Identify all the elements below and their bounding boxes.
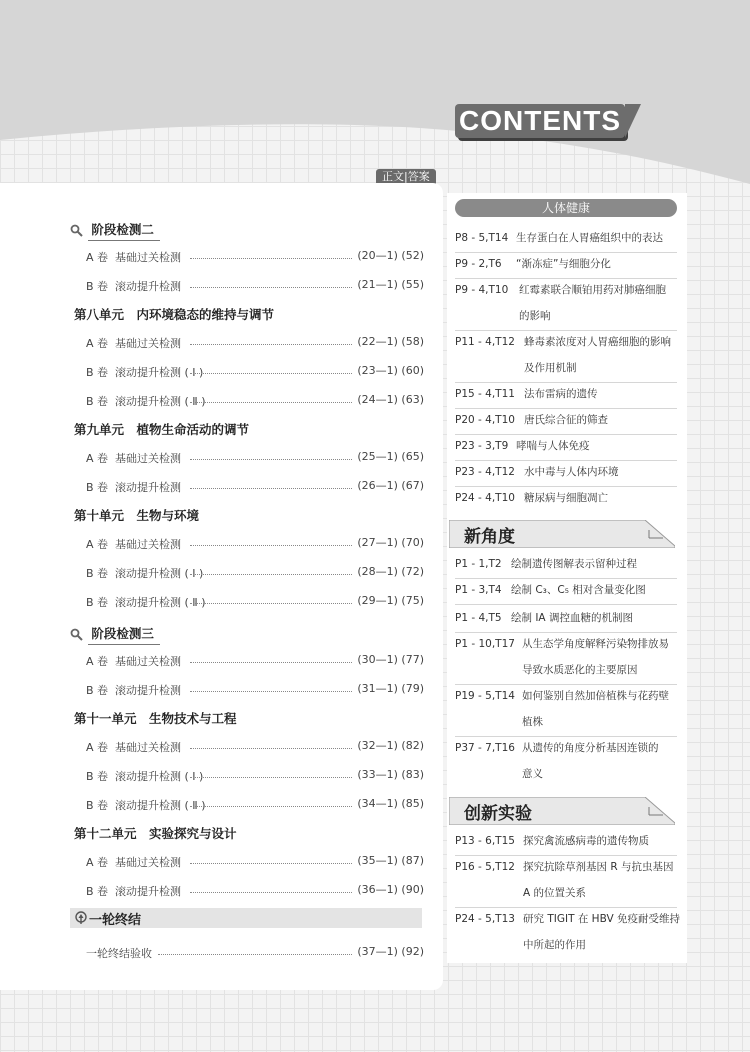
topic-code: P1 - 4,T5 xyxy=(455,612,502,624)
volume-label: A 卷 xyxy=(86,655,109,668)
section-tab-label: 正文|答案 xyxy=(376,169,436,184)
topic-code: P37 - 7,T16 xyxy=(455,742,515,754)
volume-label: B 卷 xyxy=(86,481,109,494)
test-name: 滚动提升检测 ( Ⅱ ) xyxy=(115,799,206,812)
topic-desc: “渐冻症”与细胞分化 xyxy=(516,258,611,270)
topic-desc-continued: 植株 xyxy=(522,716,543,728)
topic-desc-continued: 的影响 xyxy=(519,310,551,322)
test-name: 基础过关检测 xyxy=(115,655,181,668)
volume-label: B 卷 xyxy=(86,395,109,408)
final-section-title: 一轮终结 xyxy=(89,913,142,928)
test-name: 基础过关检测 xyxy=(115,741,181,754)
test-name: 基础过关检测 xyxy=(115,251,181,264)
toc-row[interactable] xyxy=(86,653,424,669)
new-angle-banner xyxy=(449,520,675,548)
page-ref: (34—1) (85) xyxy=(357,797,424,810)
topic-desc: 从遗传的角度分析基因连锁的 xyxy=(522,742,659,754)
toc-row[interactable] xyxy=(86,768,424,784)
page-ref: (33—1) (83) xyxy=(357,768,424,781)
health-header: 人体健康 xyxy=(455,199,677,217)
magnifier-icon xyxy=(70,224,84,238)
toc-row[interactable] xyxy=(86,479,424,495)
topic-code: P1 - 10,T17 xyxy=(455,638,515,650)
test-name: 一轮终结验收 xyxy=(86,947,152,960)
page-ref: (20—1) (52) xyxy=(357,249,424,262)
innovation-title: 创新实验 xyxy=(464,804,532,824)
test-name: 滚动提升检测 ( Ⅱ ) xyxy=(115,395,206,408)
unit-heading: 第十一单元 生物技术与工程 xyxy=(74,711,237,726)
topic-desc-continued: 中所起的作用 xyxy=(523,939,586,951)
test-name: 基础过关检测 xyxy=(115,856,181,869)
topic-code: P15 - 4,T11 xyxy=(455,388,515,400)
topic-desc-continued: A 的位置关系 xyxy=(523,887,587,899)
test-name: 滚动提升检测 xyxy=(115,684,181,697)
toc-row[interactable] xyxy=(86,364,424,380)
toc-row[interactable] xyxy=(86,450,424,466)
topic-code: P9 - 2,T6 xyxy=(455,258,502,270)
volume-label: B 卷 xyxy=(86,885,109,898)
page-ref: (21—1) (55) xyxy=(357,278,424,291)
volume-label: B 卷 xyxy=(86,280,109,293)
test-name: 滚动提升检测 ( Ⅰ ) xyxy=(115,366,204,379)
magnifier-icon xyxy=(70,628,84,642)
topic-code: P16 - 5,T12 xyxy=(455,861,515,873)
test-name: 滚动提升检测 ( Ⅱ ) xyxy=(115,596,206,609)
topic-desc: 糖尿病与细胞凋亡 xyxy=(524,492,608,504)
page-ref: (27—1) (70) xyxy=(357,536,424,549)
header-band xyxy=(0,0,750,200)
test-name: 基础过关检测 xyxy=(115,337,181,350)
page-ref: (28—1) (72) xyxy=(357,565,424,578)
toc-row[interactable] xyxy=(86,249,424,265)
page-ref: (37—1) (92) xyxy=(357,945,424,958)
new-angle-title: 新角度 xyxy=(464,527,515,547)
volume-label: A 卷 xyxy=(86,856,109,869)
topic-desc: 水中毒与人体内环境 xyxy=(524,466,619,478)
topic-desc: 绘制遗传图解表示留种过程 xyxy=(511,558,637,570)
topic-desc: 唐氏综合征的筛查 xyxy=(524,414,608,426)
toc-row[interactable] xyxy=(86,278,424,294)
volume-label: A 卷 xyxy=(86,337,109,350)
page-ref: (24—1) (63) xyxy=(357,393,424,406)
toc-row[interactable] xyxy=(86,536,424,552)
topic-desc: 探究抗除草剂基因 R 与抗虫基因 xyxy=(523,861,674,873)
volume-label: B 卷 xyxy=(86,799,109,812)
page-ref: (31—1) (79) xyxy=(357,682,424,695)
topic-code: P11 - 4,T12 xyxy=(455,336,515,348)
volume-label: A 卷 xyxy=(86,251,109,264)
volume-label: B 卷 xyxy=(86,567,109,580)
volume-label: B 卷 xyxy=(86,596,109,609)
page-ref: (30—1) (77) xyxy=(357,653,424,666)
topic-desc-continued: 意义 xyxy=(522,768,543,780)
test-name: 基础过关检测 xyxy=(115,452,181,465)
toc-row[interactable] xyxy=(86,594,424,610)
tree-icon xyxy=(75,911,87,925)
volume-label: B 卷 xyxy=(86,684,109,697)
topic-code: P1 - 3,T4 xyxy=(455,584,502,596)
stage-title: 阶段检测三 xyxy=(91,626,154,641)
topic-desc: 绘制 IA 调控血糖的机制图 xyxy=(511,612,633,624)
topic-desc: 绘制 C₃、C₅ 相对含量变化图 xyxy=(511,584,646,596)
page-ref: (35—1) (87) xyxy=(357,854,424,867)
topic-code: P20 - 4,T10 xyxy=(455,414,515,426)
topic-desc: 法布雷病的遗传 xyxy=(524,388,598,400)
topic-desc: 蜂毒素浓度对人胃癌细胞的影响 xyxy=(524,336,671,348)
toc-row[interactable] xyxy=(86,565,424,581)
innovation-banner xyxy=(449,797,675,825)
volume-label: A 卷 xyxy=(86,452,109,465)
page-ref: (23—1) (60) xyxy=(357,364,424,377)
stage-title: 阶段检测二 xyxy=(91,222,154,237)
toc-row[interactable] xyxy=(86,854,424,870)
topic-desc: 哮喘与人体免疫 xyxy=(516,440,590,452)
topic-code: P13 - 6,T15 xyxy=(455,835,515,847)
contents-title: CONTENTS xyxy=(455,104,625,138)
unit-heading: 第八单元 内环境稳态的维持与调节 xyxy=(74,307,275,322)
topic-code: P24 - 5,T13 xyxy=(455,913,515,925)
topic-desc: 红霉素联合顺铂用药对肺癌细胞 xyxy=(519,284,666,296)
topic-code: P23 - 4,T12 xyxy=(455,466,515,478)
topic-desc: 生存蛋白在人胃癌组织中的表达 xyxy=(516,232,663,244)
unit-heading: 第九单元 植物生命活动的调节 xyxy=(74,422,250,437)
topic-code: P24 - 4,T10 xyxy=(455,492,515,504)
topic-desc: 研究 TIGIT 在 HBV 免疫耐受维持 xyxy=(523,913,680,925)
test-name: 基础过关检测 xyxy=(115,538,181,551)
test-name: 滚动提升检测 xyxy=(115,885,181,898)
toc-row[interactable] xyxy=(86,739,424,755)
topic-desc: 从生态学角度解释污染物排放易 xyxy=(522,638,669,650)
topic-code: P9 - 4,T10 xyxy=(455,284,509,296)
toc-row[interactable] xyxy=(86,393,424,409)
test-name: 滚动提升检测 xyxy=(115,280,181,293)
topic-code: P23 - 3,T9 xyxy=(455,440,509,452)
toc-row-final[interactable] xyxy=(86,945,424,961)
topic-desc: 探究禽流感病毒的遗传物质 xyxy=(523,835,649,847)
page-ref: (32—1) (82) xyxy=(357,739,424,752)
toc-row[interactable] xyxy=(86,883,424,899)
volume-label: A 卷 xyxy=(86,741,109,754)
volume-label: B 卷 xyxy=(86,770,109,783)
topic-code: P8 - 5,T14 xyxy=(455,232,509,244)
topic-code: P19 - 5,T14 xyxy=(455,690,515,702)
page-ref: (36—1) (90) xyxy=(357,883,424,896)
page-ref: (25—1) (65) xyxy=(357,450,424,463)
topic-code: P1 - 1,T2 xyxy=(455,558,502,570)
toc-row[interactable] xyxy=(86,682,424,698)
final-section-bar xyxy=(70,908,422,928)
topic-desc-continued: 导致水质恶化的主要原因 xyxy=(522,664,638,676)
toc-row[interactable] xyxy=(86,797,424,813)
toc-row[interactable] xyxy=(86,335,424,351)
test-name: 滚动提升检测 ( Ⅰ ) xyxy=(115,567,204,580)
volume-label: B 卷 xyxy=(86,366,109,379)
topic-desc: 如何鉴别自然加倍植株与花药壁 xyxy=(522,690,669,702)
stage-heading-2 xyxy=(70,220,154,238)
volume-label: A 卷 xyxy=(86,538,109,551)
unit-heading: 第十二单元 实验探究与设计 xyxy=(74,826,237,841)
page-ref: (22—1) (58) xyxy=(357,335,424,348)
test-name: 滚动提升检测 ( Ⅰ ) xyxy=(115,770,204,783)
unit-heading: 第十单元 生物与环境 xyxy=(74,508,200,523)
test-name: 滚动提升检测 xyxy=(115,481,181,494)
stage-heading-3 xyxy=(70,624,154,642)
page-ref: (29—1) (75) xyxy=(357,594,424,607)
page-ref: (26—1) (67) xyxy=(357,479,424,492)
topic-desc-continued: 及作用机制 xyxy=(524,362,577,374)
